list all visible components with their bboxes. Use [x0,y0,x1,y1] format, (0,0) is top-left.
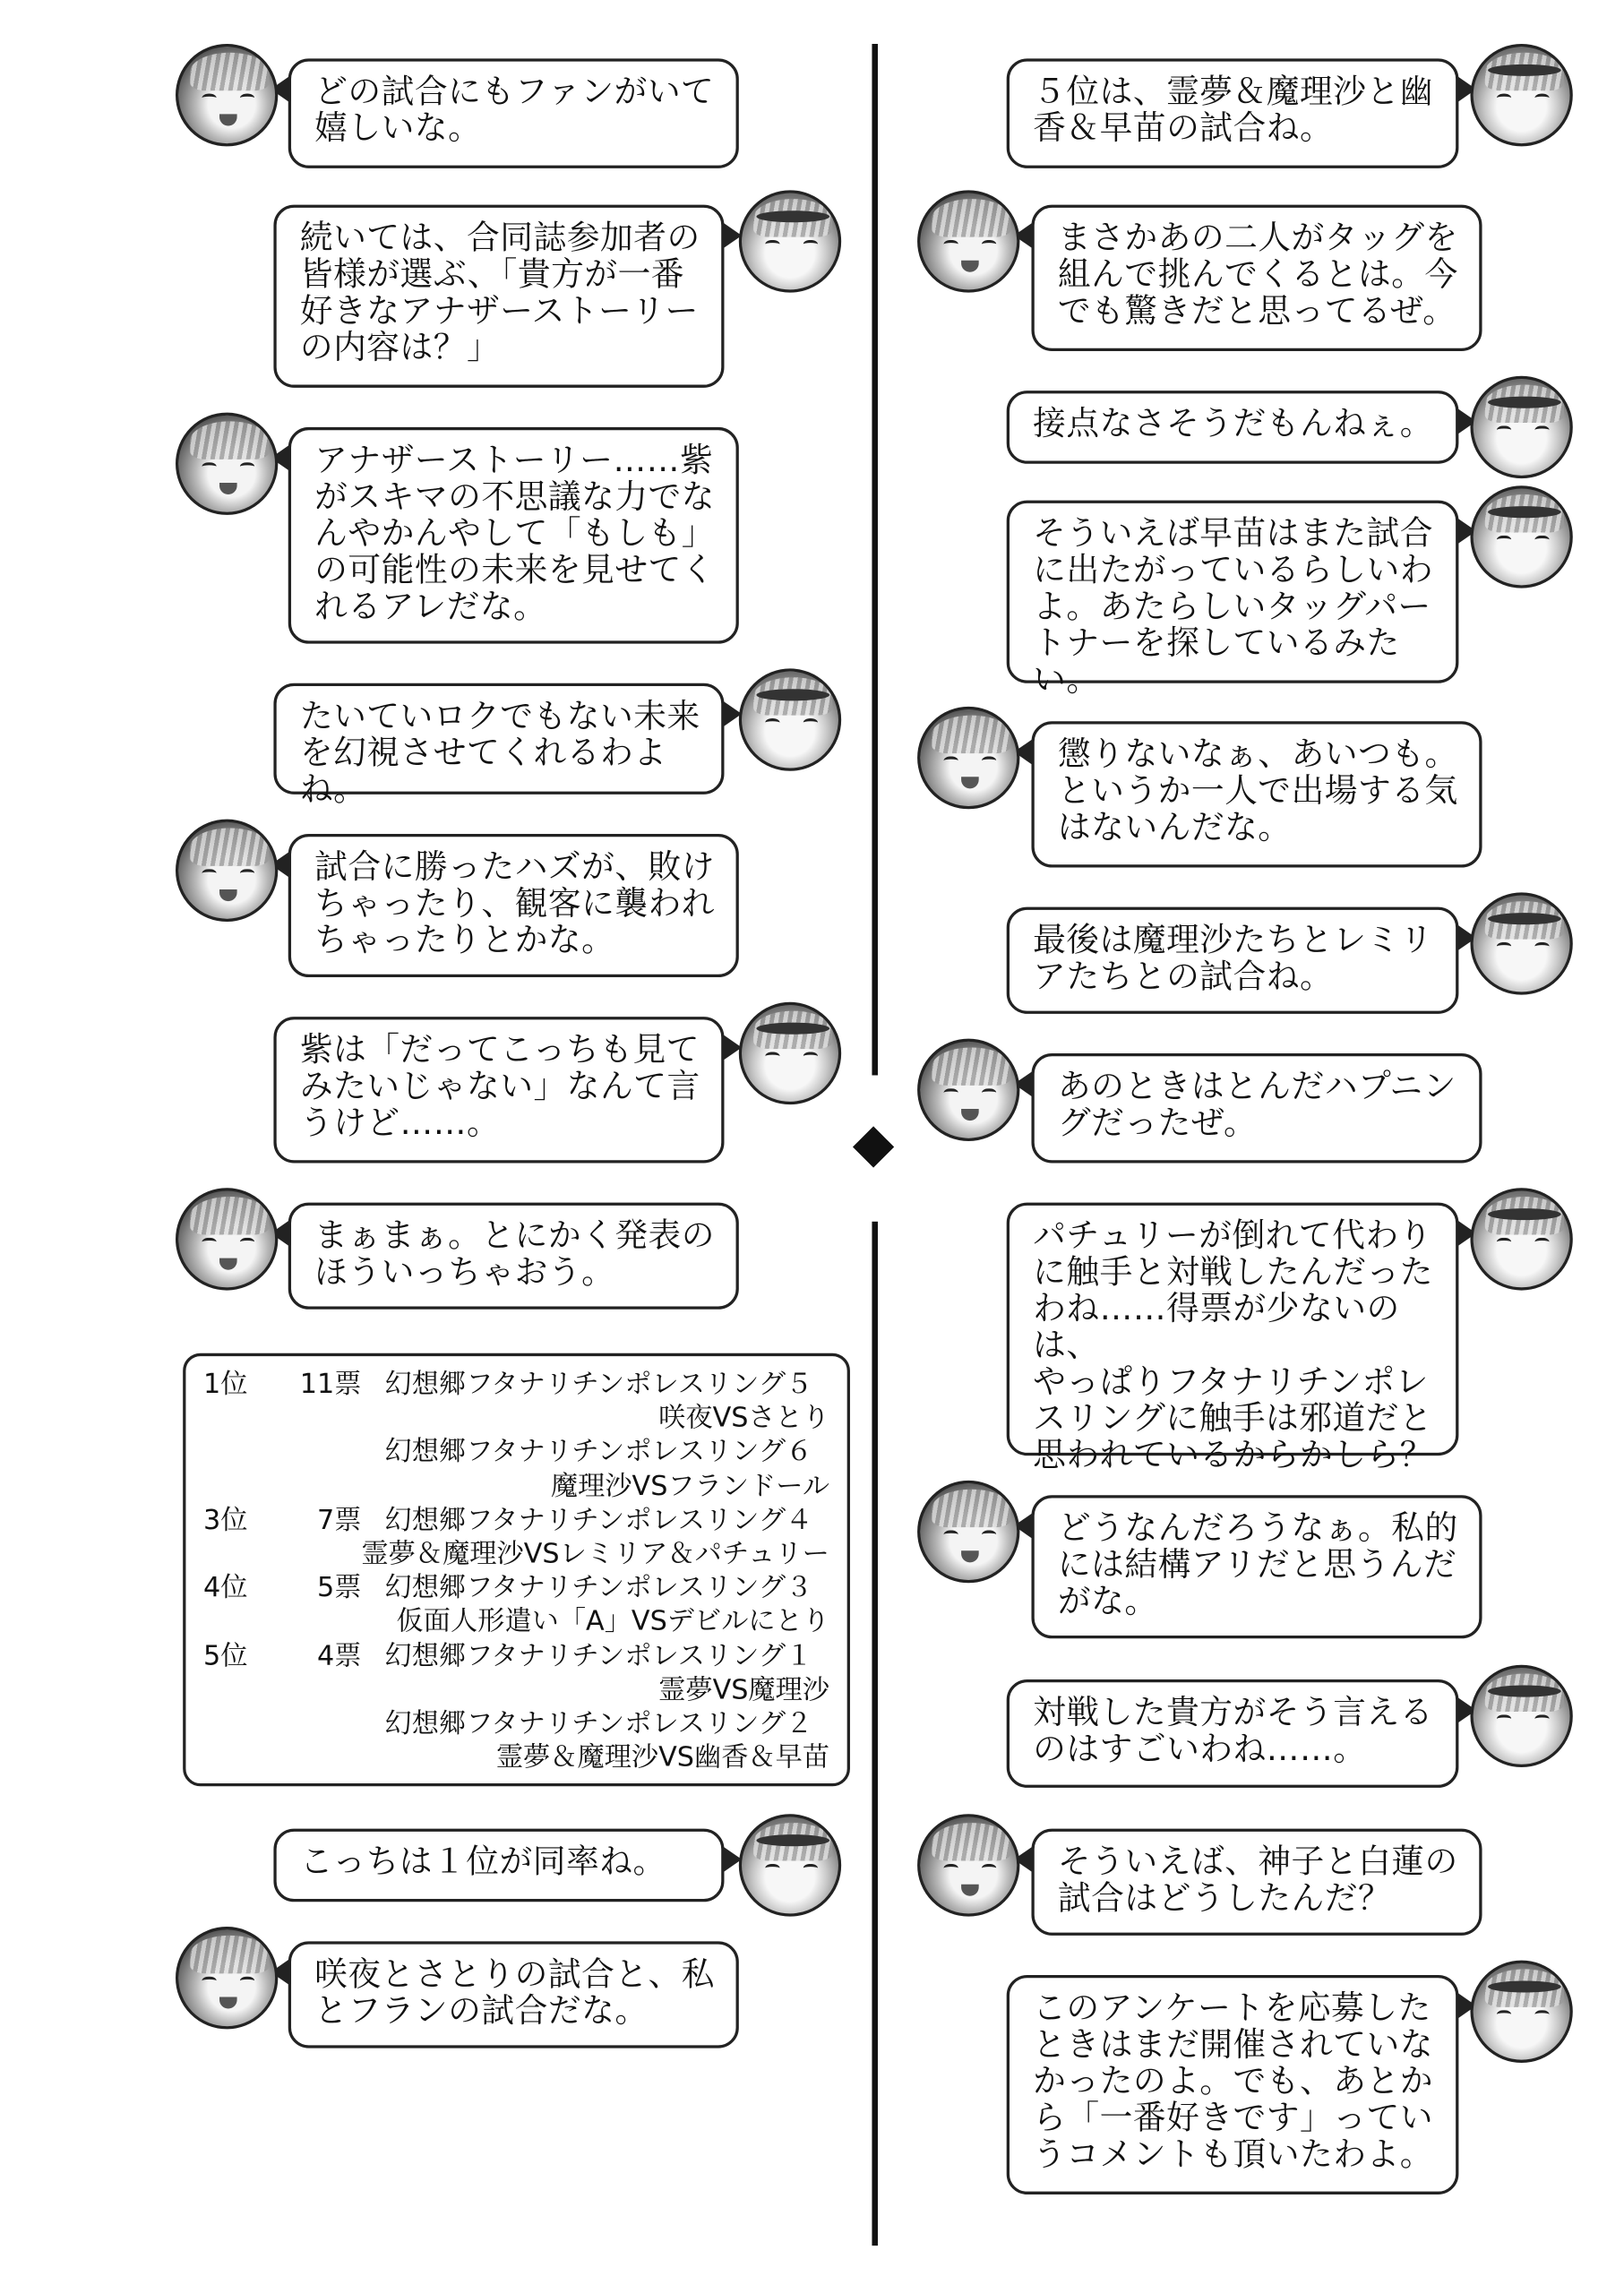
character-avatar-alice [739,668,841,770]
character-avatar-marisa [917,1814,1019,1916]
speech-bubble: たいていロクでもない未来 を幻視させてくれるわよね。 [273,683,724,794]
character-avatar-marisa [176,820,278,922]
speech-bubble: そういえば、神子と白蓮の 試合はどうしたんだ？ [1031,1829,1482,1936]
speech-bubble: アナザーストーリー……紫 がスキマの不思議な力でな んやかんやして「もしも」 の可能性の未来を見せてく れるアレだな。 [288,427,739,644]
vote-count [268,1707,385,1741]
center-divider-top [872,44,878,1075]
center-divider-bottom [872,1222,878,2246]
vote-count: 5票 [316,1573,362,1604]
ranking-row [203,1504,829,1538]
speech-bubble: 紫は「だってこっちも見て みたいじゃない」なんて言 うけど……。 [273,1017,724,1163]
character-avatar-alice [739,1814,841,1916]
character-avatar-alice [1470,1961,1572,2063]
matchup: 仮面人形遣い「A」VSデビルにとり [396,1607,830,1638]
character-avatar-alice [1470,485,1572,588]
rank-label: 5位 [203,1640,248,1672]
ranking-row [203,1707,829,1741]
speech-bubble: 対戦した貴方がそう言える のはすごいわね……。 [1007,1679,1459,1788]
divider-diamond [853,1126,894,1167]
character-avatar-marisa [176,44,278,146]
speech-bubble: どうなんだろうなぁ。私的 には結構アリだと思うんだ がな。 [1031,1495,1482,1638]
character-avatar-marisa [917,190,1019,292]
character-avatar-marisa [176,413,278,515]
character-avatar-marisa [917,707,1019,809]
ranking-box [183,1353,850,1786]
match-title: 幻想郷フタナリチンポレスリング２ [384,1708,813,1740]
character-avatar-alice [1470,1665,1572,1767]
ranking-row [203,1368,829,1402]
speech-bubble: どの試合にもファンがいて 嬉しいな。 [288,58,739,167]
rank-label [203,1436,268,1470]
character-avatar-alice [1470,892,1572,994]
character-avatar-marisa [176,1188,278,1290]
speech-bubble: まぁまぁ。とにかく発表の ほういっちゃおう。 [288,1203,739,1310]
speech-bubble: そういえば早苗はまた試合 に出たがっているらしいわ よ。あたらしいタッグパー トナーを探しているみたい。 [1007,501,1459,683]
vote-count: 7票 [316,1505,362,1536]
matchup: 霊夢＆魔理沙VSレミリア＆パチュリー [361,1539,829,1570]
ranking-row [203,1436,829,1470]
speech-bubble: 続いては、合同誌参加者の 皆様が選ぶ、「貴方が一番 好きなアナザーストーリー の内容は？」 [273,205,724,388]
character-avatar-alice [1470,44,1572,146]
matchup: 咲夜VSさとり [658,1403,830,1434]
character-avatar-alice [739,190,841,292]
rank-label [203,1707,268,1741]
matchup: 魔理沙VSフランドール [550,1471,830,1502]
speech-bubble: 懲りないなぁ、あいつも。 というか一人で出場する気 はないんだな。 [1031,721,1482,867]
speech-bubble: このアンケートを応募した ときはまだ開催されていな かったのよ。でも、あとか ら「一番好きです」ってい うコメントも頂いたわよ。 [1007,1975,1459,2194]
speech-bubble: まさかあの二人がタッグを 組んで挑んでくるとは。今 でも驚きだと思ってるぜ。 [1031,205,1482,351]
matchup: 霊夢＆魔理沙VS幽香＆早苗 [495,1742,830,1773]
character-avatar-marisa [176,1927,278,2029]
matchup: 霊夢VS魔理沙 [658,1674,830,1706]
character-avatar-alice [1470,1188,1572,1290]
match-title: 幻想郷フタナリチンポレスリング４ [384,1505,813,1536]
character-avatar-marisa [917,1481,1019,1583]
rank-label: 1位 [203,1369,248,1401]
rank-label: 3位 [203,1505,248,1536]
ranking-row [203,1572,829,1606]
rank-label: 4位 [203,1573,248,1604]
speech-bubble: 試合に勝ったハズが、敗け ちゃったり、観客に襲われ ちゃったりとかな。 [288,834,739,977]
character-avatar-alice [739,1002,841,1104]
vote-count: 11票 [299,1369,362,1401]
match-title: 幻想郷フタナリチンポレスリング６ [384,1437,813,1468]
speech-bubble: あのときはとんだハプニン グだったぜ。 [1031,1053,1482,1163]
match-title: 幻想郷フタナリチンポレスリング３ [384,1573,813,1604]
speech-bubble: 接点なさそうだもんねぇ。 [1007,391,1459,464]
character-avatar-marisa [917,1039,1019,1141]
character-avatar-alice [1470,376,1572,478]
match-title: 幻想郷フタナリチンポレスリング５ [384,1369,813,1401]
speech-bubble: 咲夜とさとりの試合と、私 とフランの試合だな。 [288,1941,739,2048]
match-title: 幻想郷フタナリチンポレスリング１ [384,1640,813,1672]
speech-bubble: ５位は、霊夢＆魔理沙と幽 香＆早苗の試合ね。 [1007,58,1459,167]
vote-count [268,1436,385,1470]
speech-bubble: 最後は魔理沙たちとレミリ アたちとの試合ね。 [1007,907,1459,1014]
ranking-row [203,1639,829,1673]
speech-bubble: こっちは１位が同率ね。 [273,1829,724,1902]
speech-bubble: パチュリーが倒れて代わり に触手と対戦したんだった わね……得票が少ないのは、 やっぱりフタナリチンポレ スリングに触手は邪道だと 思われているからかしら？ [1007,1203,1459,1456]
vote-count: 4票 [316,1640,362,1672]
